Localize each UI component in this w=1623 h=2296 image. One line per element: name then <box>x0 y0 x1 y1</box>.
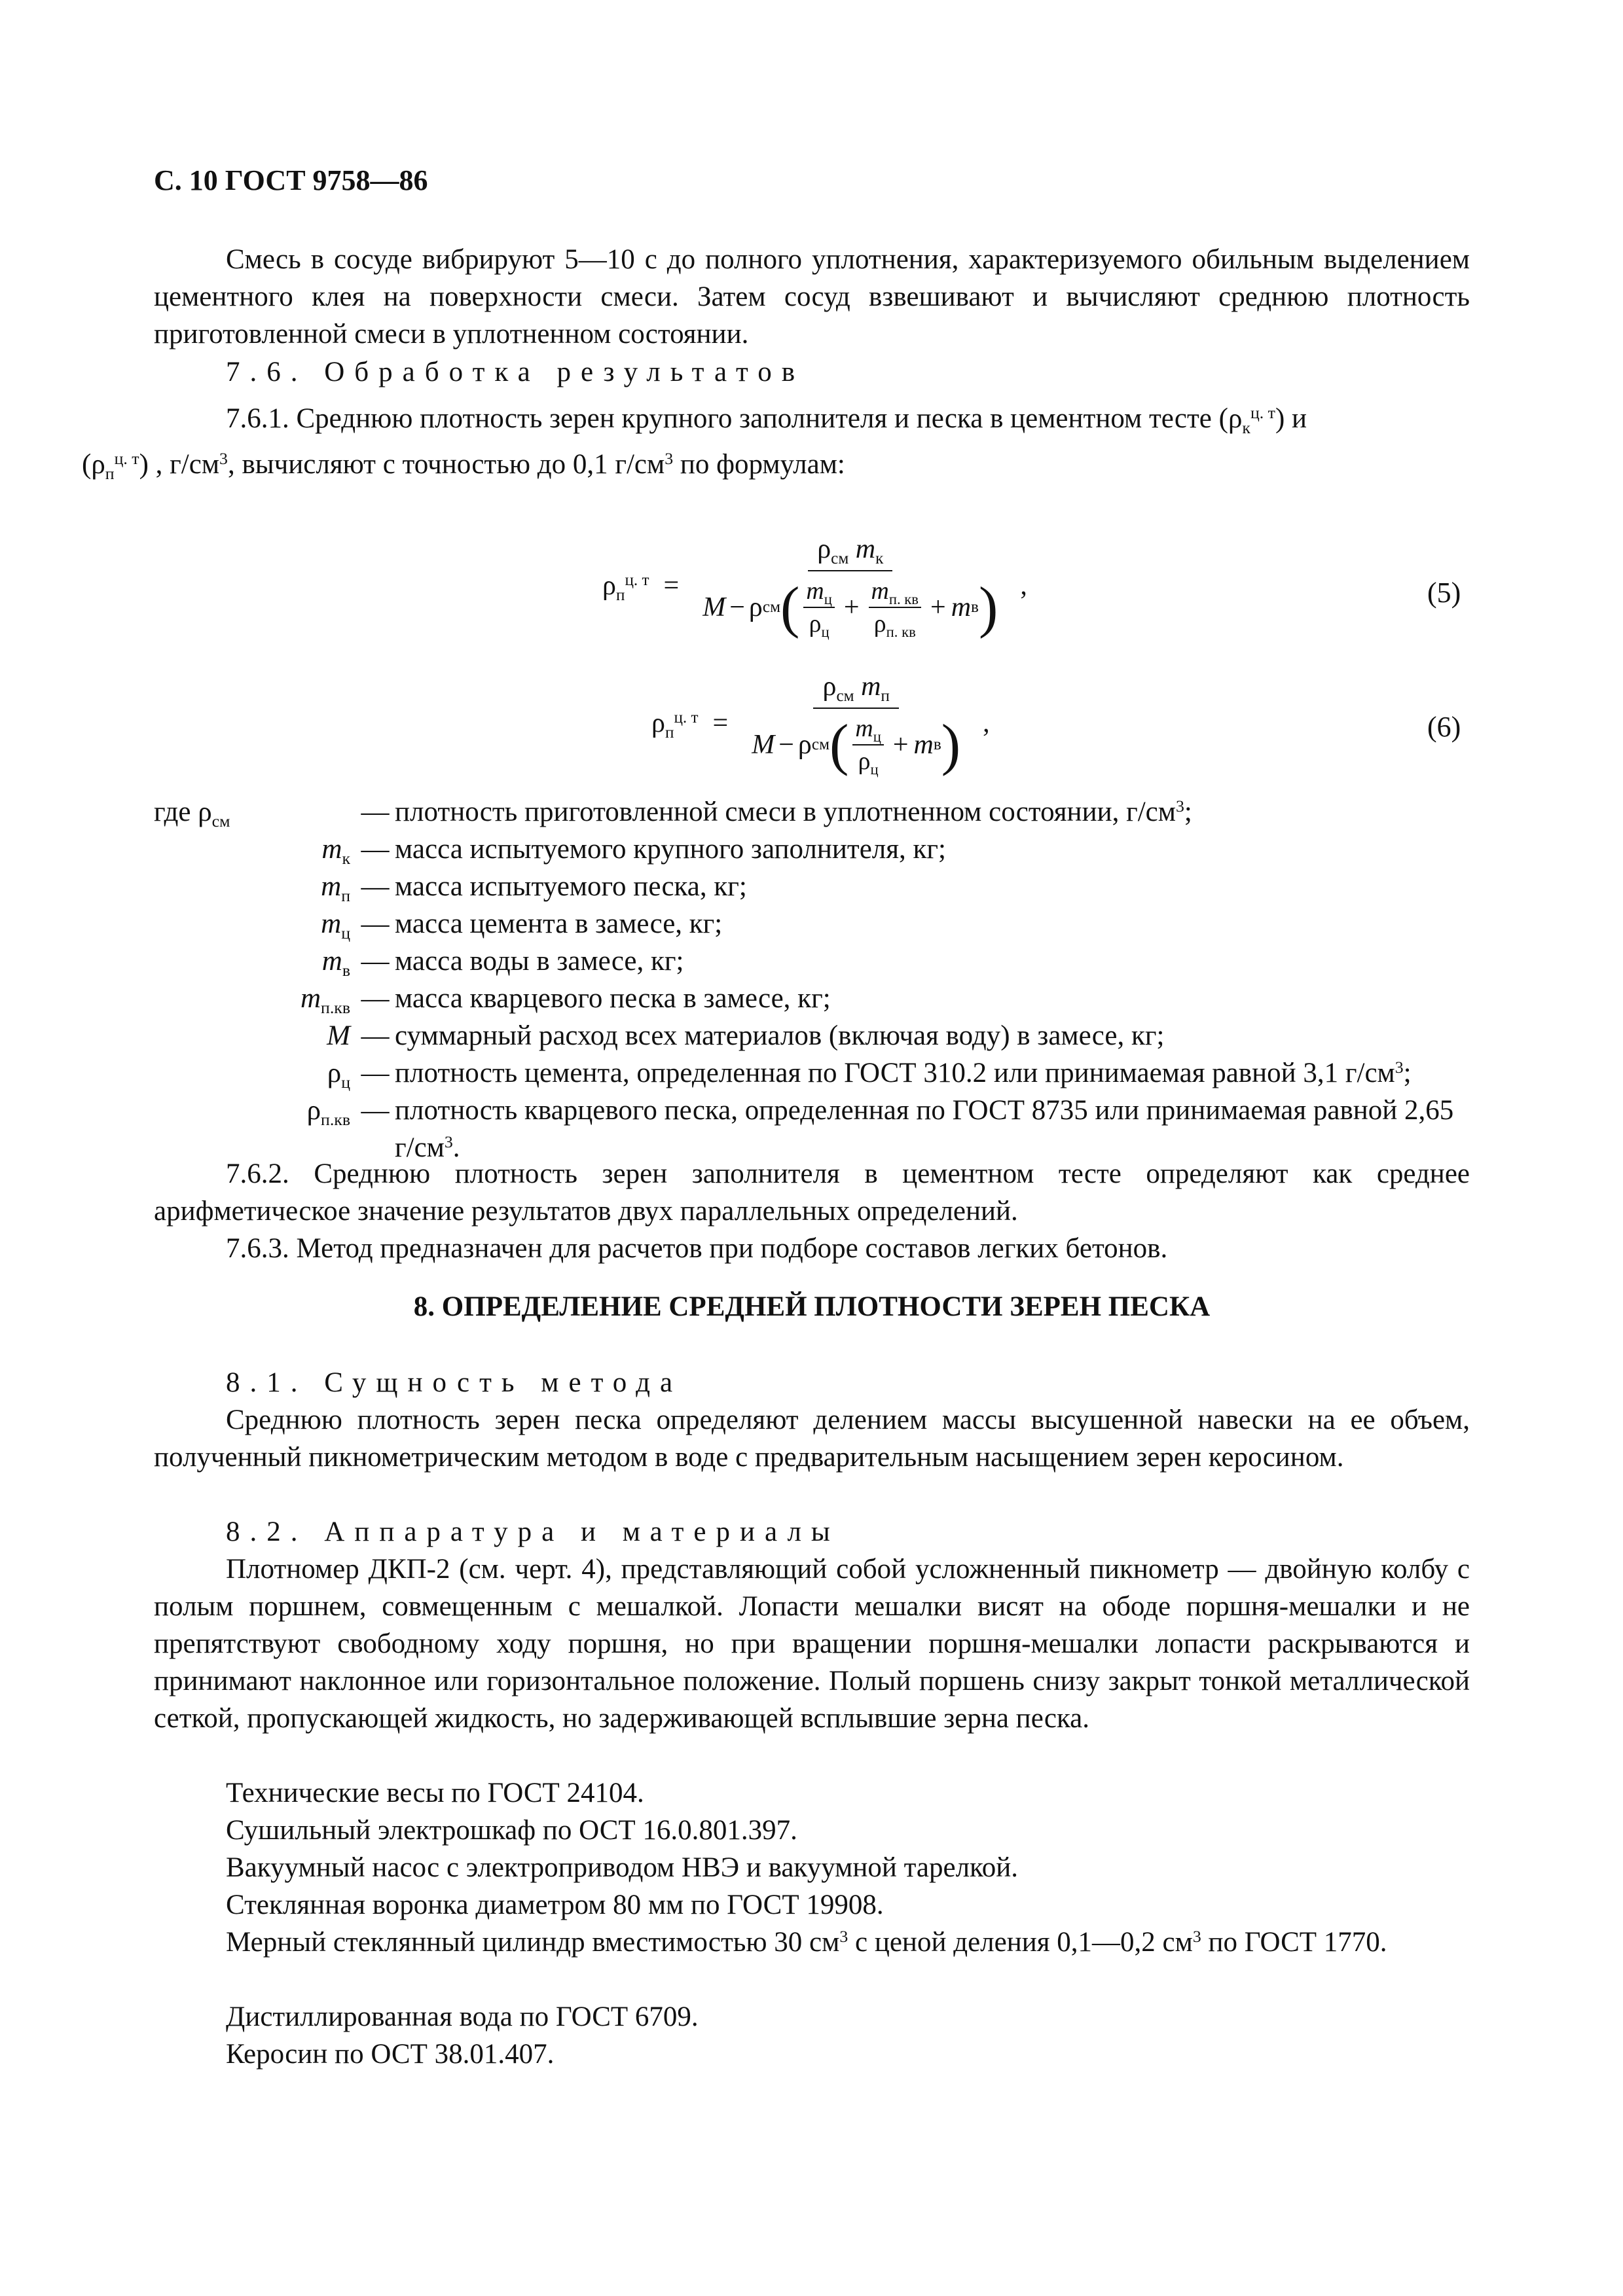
paragraph-7-6-1: 7.6.1. Среднюю плотность зерен крупного заполнителя и песка в цементном тесте $(\rho_к^{ц. т})$ и $(\rho_п^{ц. т})$ , $г/см^3$, вычисляют с точностью до 0,1 $г/см^3$ по формулам: <box>82 403 1307 484</box>
legend-row: $m_{п.кв}$ — масса кварцевого песка в замесе, кг; <box>300 983 831 1018</box>
legend-row: $\rho_{п.кв}$ — плотность кварцевого песка, определенная по ГОСТ 8735 или принимаемая равной 2,65 $г/см^3$. <box>306 1095 1454 1163</box>
legend-row: M — суммарный расход всех материалов (включая воду) в замесе, кг; <box>327 1020 1165 1051</box>
subsection-7-6-heading: 7.6. Обработка результатов <box>226 357 805 387</box>
formula-6-fraction: $\rho_{см}$ $m_п$ M − ρ см ( $\frac{m_ц}{\rho_ц}$ + m в ) <box>752 672 961 778</box>
subsection-8-1-heading: 8.1. Сущность метода <box>226 1367 683 1398</box>
list-item: Сушильный электрошкаф по ОСТ 16.0.801.397. <box>226 1815 797 1846</box>
list-item-cylinder: Мерный стеклянный цилиндр вместимостью 30 $см^3$ с ценой деления 0,1—0,2 $см^3$ по ГОСТ 1770. <box>226 1926 1387 1958</box>
paragraph-8-2: Плотномер ДКП-2 (см. черт. 4), представляющий собой усложненный пикнометр — двойную колбу с полым поршнем, совмещенным с мешалкой. Лопасти мешалки висят на ободе поршня-мешалки и не препятствуют свободному ходу поршня, но при вращении поршня-мешалки лопасти раскрываются и принимают наклонное или горизонтальное положение. Полый поршень снизу закрыт тонкой металлической сеткой, пропускающей жидкость, но задерживающей всплывшие зерна песка. <box>154 1554 1470 1734</box>
formula-5: $\rho_п^{ц. т}$ = $\rho_{см}$ $m_к$ M − ρ см ( $\frac{m_ц}{\rho_ц}$ + $\frac{m_{п. кв}}{\rho_{п. кв}}$ + m в ) , <box>602 534 1027 640</box>
formula-5-number: (5) <box>1427 577 1461 609</box>
list-item: Дистиллированная вода по ГОСТ 6709. <box>226 2001 699 2032</box>
paragraph-7-6-3: 7.6.3. Метод предназначен для расчетов при подборе составов легких бетонов. <box>226 1233 1168 1264</box>
subsection-8-2-heading: 8.2. Аппаратура и материалы <box>226 1516 840 1547</box>
paragraph-mix-vibration: Смесь в сосуде вибрируют 5—10 с до полного уплотнения, характеризуемого обильным выделением цементного клея на поверхности смеси. Затем сосуд взвешивают и вычисляют среднюю плотность приготовленной смеси в уплотненном состоянии. <box>154 244 1470 350</box>
formula-6: $\rho_п^{ц. т}$ = $\rho_{см}$ $m_п$ M − ρ см ( $\frac{m_ц}{\rho_ц}$ + m в ) , <box>651 672 990 778</box>
list-item: Керосин по ОСТ 38.01.407. <box>226 2039 555 2070</box>
list-item: Технические весы по ГОСТ 24104. <box>226 1778 644 1808</box>
legend-row: где $\rho_{см}$ — плотность приготовленной смеси в уплотненном состоянии, $г/см^3$; <box>154 796 1192 831</box>
legend-row: $m_п$ — масса испытуемого песка, кг; <box>321 871 747 906</box>
page-header: С. 10 ГОСТ 9758—86 <box>154 164 428 196</box>
list-item: Стеклянная воронка диаметром 80 мм по ГОСТ 19908. <box>226 1890 884 1920</box>
legend-row: $m_в$ — масса воды в замесе, кг; <box>321 946 684 980</box>
paragraph-8-1: Среднюю плотность зерен песка определяют делением массы высушенной навески на ее объем, полученный пикнометрическим методом в воде с предварительным насыщением зерен керосином. <box>154 1405 1470 1473</box>
legend-row: $m_ц$ — масса цемента в замесе, кг; <box>321 908 723 943</box>
paragraph-7-6-2: 7.6.2. Среднюю плотность зерен заполнителя в цементном тесте определяют как среднее арифметическое значение результатов двух параллельных определений. <box>154 1158 1470 1227</box>
list-item: Вакуумный насос с электроприводом НВЭ и вакуумной тарелкой. <box>226 1852 1019 1883</box>
formula-6-number: (6) <box>1427 711 1461 743</box>
formula-5-fraction: $\rho_{см}$ $m_к$ M − ρ см ( $\frac{m_ц}{\rho_ц}$ + $\frac{m_{п. кв}}{\rho_{п. кв}}$ + m в ) <box>702 534 998 640</box>
symbol-legend <box>154 793 1470 1166</box>
section-8-heading: 8. ОПРЕДЕЛЕНИЕ СРЕДНЕЙ ПЛОТНОСТИ ЗЕРЕН ПЕСКА <box>413 1291 1211 1322</box>
legend-row: $\rho_ц$ — плотность цемента, определенная по ГОСТ 310.2 или принимаемая равной 3,1 $г/см^3$; <box>327 1057 1412 1092</box>
legend-row: $m_к$ — масса испытуемого крупного заполнителя, кг; <box>321 834 946 869</box>
